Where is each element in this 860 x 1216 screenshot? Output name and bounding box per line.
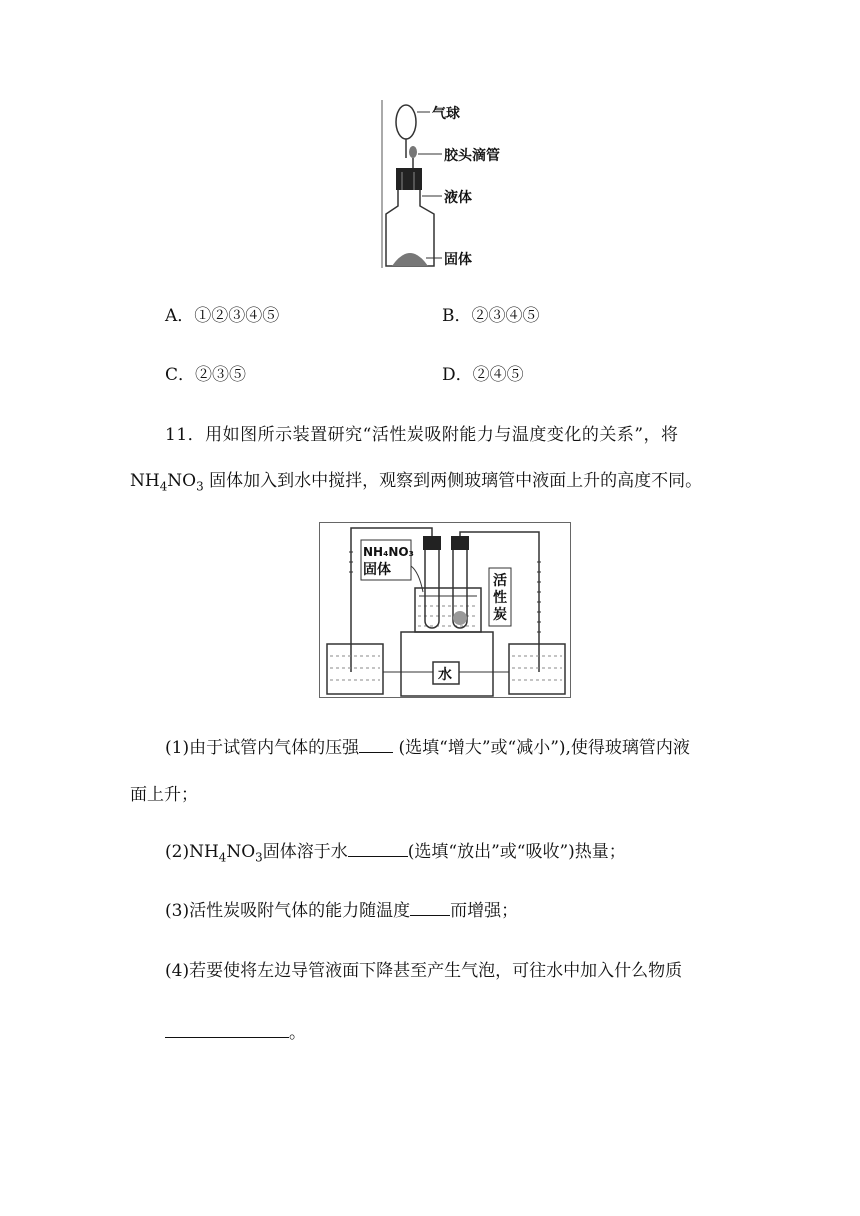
option-b-letter: B． [442, 306, 472, 326]
label-solid-2: 固体 [363, 562, 391, 578]
q2-nh: (2)NH [165, 842, 219, 862]
label-balloon: 气球 [432, 106, 460, 122]
dropper-icon [409, 146, 417, 158]
q3-text-a: (3)活性炭吸附气体的能力随温度 [165, 901, 411, 921]
sub-question-2 [165, 837, 626, 864]
figure-activated-carbon-apparatus [319, 522, 571, 698]
option-c [165, 360, 246, 385]
label-water: 水 [438, 667, 452, 683]
q4-blank[interactable] [165, 1019, 289, 1038]
option-a-text: ①②③④⑤ [194, 306, 280, 326]
label-carbon-1: 活 [493, 573, 507, 589]
q4-end: 。 [289, 1023, 306, 1043]
option-d [442, 360, 524, 385]
activated-carbon-sample [453, 611, 467, 625]
option-a [165, 301, 279, 326]
label-carbon-2: 性 [493, 590, 507, 606]
label-nh4no3: NH₄NO₃ [363, 545, 414, 559]
q3-blank[interactable] [410, 897, 450, 916]
q1-blank[interactable] [359, 734, 393, 753]
option-a-letter: A． [165, 306, 195, 326]
option-b [442, 301, 540, 326]
q2-sub3: 3 [255, 850, 263, 865]
option-d-letter: D． [442, 365, 473, 385]
q2-text-c: 固体溶于水 [262, 842, 348, 862]
q11-rest: 固体加入到水中搅拌，观察到两侧玻璃管中液面上升的高度不同。 [203, 471, 703, 491]
q11-nh: NH [130, 471, 160, 491]
q2-text-d: (选填“放出”或“吸收”)热量； [407, 842, 626, 862]
q1-text-b: (选填“增大”或“减小”),使得玻璃管内液 [393, 738, 690, 758]
q1-text-a: (1)由于试管内气体的压强 [165, 738, 360, 758]
option-d-text: ②④⑤ [472, 365, 524, 385]
sub-question-4: (4)若要使将左边导管液面下降甚至产生气泡，可往水中加入什么物质 [165, 961, 683, 981]
option-c-text: ②③⑤ [195, 365, 247, 385]
option-b-text: ②③④⑤ [471, 306, 540, 326]
question-11-line2 [130, 466, 702, 493]
sub-question-3 [165, 896, 518, 921]
q2-sub4: 4 [218, 850, 227, 865]
label-carbon-3: 炭 [493, 607, 507, 623]
q3-text-b: 而增强； [450, 901, 519, 921]
q11-no: NO [167, 471, 197, 491]
question-11-line1: 11．用如图所示装置研究“活性炭吸附能力与温度变化的关系”，将 [165, 425, 679, 445]
option-c-letter: C． [165, 365, 196, 385]
label-solid: 固体 [444, 252, 472, 268]
q11-sub3: 3 [196, 479, 204, 494]
stopper-icon [396, 168, 422, 190]
label-dropper: 胶头滴管 [444, 148, 500, 164]
label-liquid: 液体 [444, 190, 472, 206]
figure-apparatus-bottle [380, 100, 520, 270]
q2-blank[interactable] [348, 838, 408, 857]
sub-question-4-answer [165, 1018, 306, 1043]
q11-sub4: 4 [159, 479, 168, 494]
sub-question-1-line1 [165, 733, 690, 758]
sub-question-1-line2: 面上升； [130, 785, 198, 805]
q2-no: NO [226, 842, 256, 862]
